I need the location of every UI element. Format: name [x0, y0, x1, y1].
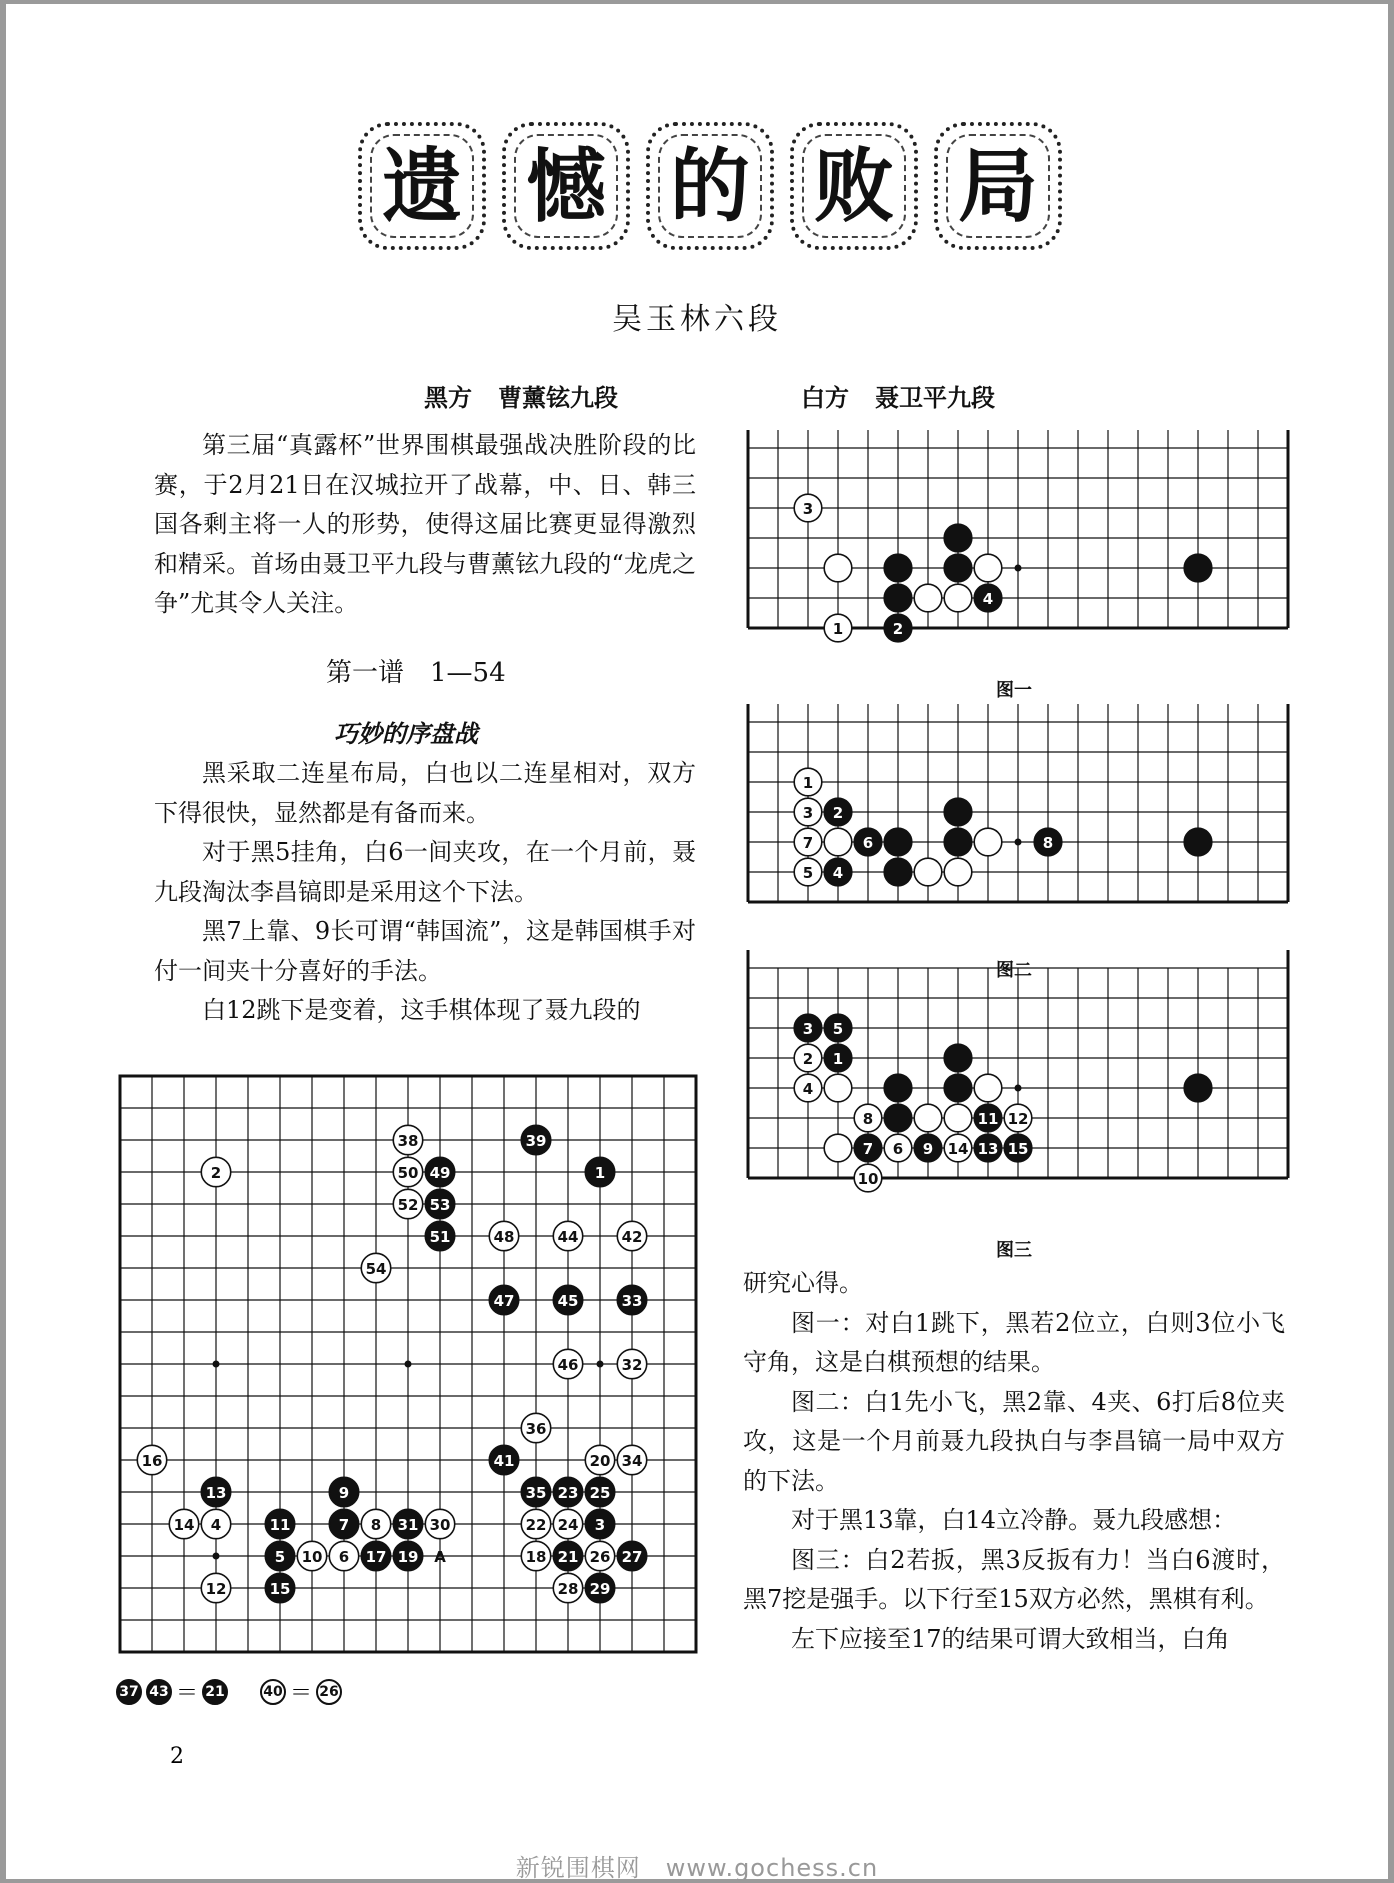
move-number: 49 [429, 1164, 451, 1182]
move-number: 38 [397, 1132, 419, 1150]
board-grid [748, 430, 1288, 628]
black-stone [884, 584, 912, 612]
left-paragraph: 黑采取二连星布局，白也以二连星相对，双方下得很快，显然都是有备而来。 [154, 759, 696, 827]
section-title: 巧妙的序盘战 [334, 719, 478, 748]
move-number: 15 [1007, 1140, 1029, 1158]
star-point [1015, 1085, 1022, 1092]
white-stone [824, 554, 852, 582]
move-number: 14 [947, 1140, 969, 1158]
move-number: 2 [892, 620, 904, 638]
move-number: 7 [338, 1516, 350, 1534]
move-number: 5 [802, 864, 814, 882]
black-stone [944, 1074, 972, 1102]
diagram-2-board [742, 710, 1290, 926]
title-char: 局 [958, 139, 1038, 233]
diagram-3-board [742, 986, 1290, 1202]
star-point [405, 1361, 412, 1368]
move-number: 29 [589, 1580, 611, 1598]
move-number: 7 [862, 1140, 874, 1158]
move-number: 27 [621, 1548, 643, 1566]
white-stone [944, 1104, 972, 1132]
move-number: 9 [922, 1140, 934, 1158]
move-number: 54 [365, 1260, 387, 1278]
diagram-1-caption: 图一 [996, 680, 1032, 701]
white-stone [914, 584, 942, 612]
move-number: 8 [370, 1516, 382, 1534]
footer-watermark: 新锐围棋网 www.gochess.cn [515, 1854, 879, 1882]
move-number: 6 [862, 834, 874, 852]
move-number: 45 [557, 1292, 579, 1310]
point-a-label: A [434, 1548, 446, 1566]
note-black-stone: 21 [202, 1679, 228, 1705]
move-number: 26 [589, 1548, 611, 1566]
move-number: 14 [173, 1516, 195, 1534]
right-paragraph: 图三：白2若扳，黑3反扳有力！当白6渡时，黑7挖是强手。以下行至15双方必然，黑棋有利。 [743, 1545, 1285, 1613]
move-number: 12 [205, 1580, 227, 1598]
move-number: 19 [397, 1548, 419, 1566]
note-equals: ＝ [290, 1681, 313, 1706]
move-number: 44 [557, 1228, 579, 1246]
white-stone [974, 828, 1002, 856]
move-number: 53 [429, 1196, 451, 1214]
move-number: 50 [397, 1164, 419, 1182]
move-number: 35 [525, 1484, 547, 1502]
move-number: 10 [301, 1548, 323, 1566]
title-char: 遗 [382, 139, 462, 233]
note-white-stone: 26 [316, 1679, 342, 1705]
move-number: 39 [525, 1132, 547, 1150]
move-number: 4 [982, 590, 994, 608]
black-stone [884, 554, 912, 582]
note-black-stone: 43 [146, 1679, 172, 1705]
title-frame [934, 122, 1062, 250]
move-number: 5 [832, 1020, 844, 1038]
move-number: 34 [621, 1452, 643, 1470]
move-number: 18 [525, 1548, 547, 1566]
move-number: 25 [589, 1484, 611, 1502]
move-number: 30 [429, 1516, 451, 1534]
move-number: 13 [977, 1140, 999, 1158]
move-number: 21 [557, 1548, 579, 1566]
black-stone [944, 524, 972, 552]
move-number: 31 [397, 1516, 419, 1534]
white-stone [974, 554, 1002, 582]
white-player-label: 白方 [801, 384, 849, 412]
move-number: 11 [977, 1110, 999, 1128]
move-number: 24 [557, 1516, 579, 1534]
note-black-stone: 37 [116, 1679, 142, 1705]
move-number: 47 [493, 1292, 515, 1310]
move-number: 6 [338, 1548, 350, 1566]
move-number: 22 [525, 1516, 547, 1534]
title-frame [646, 122, 774, 250]
black-stone [884, 1104, 912, 1132]
star-point [1015, 839, 1022, 846]
move-number: 41 [493, 1452, 515, 1470]
move-number: 12 [1007, 1110, 1029, 1128]
move-number: 13 [205, 1484, 227, 1502]
main-game-board [116, 1072, 700, 1648]
title-char: 的 [670, 139, 750, 233]
move-number: 3 [802, 804, 814, 822]
intro-paragraph: 第三届“真露杯”世界围棋最强战决胜阶段的比赛，于2月21日在汉城拉开了战幕，中、日、韩三国各剩主将一人的形势，使得这届比赛更显得激烈和精采。首场由聂卫平九段与曹薰铉九段的“龙虎之争”尤其令人关注。 [154, 431, 696, 617]
move-number: 4 [802, 1080, 814, 1098]
move-number: 8 [862, 1110, 874, 1128]
move-number: 16 [141, 1452, 163, 1470]
black-stone [1184, 554, 1212, 582]
move-number: 11 [269, 1516, 291, 1534]
article-title [358, 122, 1062, 250]
move-number: 51 [429, 1228, 451, 1246]
left-column-text [154, 754, 696, 1031]
note-equals: ＝ [176, 1681, 199, 1706]
move-number: 10 [857, 1170, 879, 1188]
diagram-3-caption: 图三 [996, 1240, 1032, 1261]
page-number: 2 [170, 1744, 184, 1769]
title-frame [358, 122, 486, 250]
black-stone [1184, 828, 1212, 856]
right-paragraph: 图二：白1先小飞，黑2靠、4夹、6打后8位夹攻，这是一个月前聂九段执白与李昌镐一局中双方的下法。 [743, 1387, 1285, 1495]
move-number: 4 [832, 864, 844, 882]
black-player-name: 曹薰铉九段 [498, 384, 618, 412]
black-player [424, 378, 618, 413]
move-number: 46 [557, 1356, 579, 1374]
move-number: 42 [621, 1228, 643, 1246]
star-point [1015, 565, 1022, 572]
note-white-stone: 40 [260, 1679, 286, 1705]
move-number: 6 [892, 1140, 904, 1158]
white-stone [824, 1134, 852, 1162]
left-paragraph: 对于黑5挂角，白6一间夹攻，在一个月前，聂九段淘汰李昌镐即是采用这个下法。 [154, 838, 696, 906]
left-paragraph: 黑7上靠、9长可谓“韩国流”，这是韩国棋手对付一间夹十分喜好的手法。 [154, 917, 696, 985]
black-stone [884, 828, 912, 856]
right-column-text [743, 1264, 1285, 1659]
move-number: 1 [832, 620, 844, 638]
move-number: 7 [802, 834, 814, 852]
white-stone [914, 1104, 942, 1132]
right-paragraph: 研究心得。 [743, 1269, 863, 1297]
move-number: 1 [832, 1050, 844, 1068]
white-stone [824, 1074, 852, 1102]
author: 吴玉林六段 [612, 302, 782, 337]
move-number: 2 [210, 1164, 222, 1182]
page [6, 4, 1388, 1879]
white-stone [824, 828, 852, 856]
move-number: 3 [594, 1516, 606, 1534]
move-number: 1 [594, 1164, 606, 1182]
move-number: 36 [525, 1420, 547, 1438]
move-number: 9 [338, 1484, 350, 1502]
white-stone [944, 584, 972, 612]
black-stone [944, 828, 972, 856]
move-number: 20 [589, 1452, 611, 1470]
white-stone [944, 858, 972, 886]
move-number: 52 [397, 1196, 419, 1214]
move-number: 5 [274, 1548, 286, 1566]
title-frame [502, 122, 630, 250]
black-player-label: 黑方 [424, 384, 472, 412]
diagram-2-caption: 图二 [996, 960, 1032, 981]
move-number: 33 [621, 1292, 643, 1310]
white-stone [974, 1074, 1002, 1102]
move-number: 15 [269, 1580, 291, 1598]
left-paragraph: 白12跳下是变着，这手棋体现了聂九段的 [202, 996, 641, 1024]
move-number: 17 [365, 1548, 387, 1566]
move-number: 4 [210, 1516, 222, 1534]
move-number: 8 [1042, 834, 1054, 852]
black-stone [1184, 1074, 1212, 1102]
right-paragraph: 对于黑13靠，白14立冷静。聂九段感想： [791, 1506, 1237, 1534]
move-number: 48 [493, 1228, 515, 1246]
move-number: 3 [802, 1020, 814, 1038]
move-number: 1 [802, 774, 814, 792]
record-label: 第一谱 1—54 [326, 658, 506, 688]
title-char: 憾 [526, 139, 606, 233]
black-stone [884, 858, 912, 886]
move-number: 23 [557, 1484, 579, 1502]
black-stone [944, 1044, 972, 1072]
star-point [213, 1553, 220, 1560]
diagram-1-board [742, 436, 1290, 652]
title-frame [790, 122, 918, 250]
stone-note [116, 1676, 342, 1707]
move-number: 28 [557, 1580, 579, 1598]
black-stone [944, 798, 972, 826]
white-player [801, 378, 995, 413]
title-char: 败 [814, 139, 894, 233]
move-number: 2 [802, 1050, 814, 1068]
move-number: 32 [621, 1356, 643, 1374]
star-point [213, 1361, 220, 1368]
move-number: 3 [802, 500, 814, 518]
star-point [597, 1361, 604, 1368]
black-stone [884, 1074, 912, 1102]
move-number: 2 [832, 804, 844, 822]
white-stone [914, 858, 942, 886]
white-player-name: 聂卫平九段 [875, 384, 995, 412]
right-paragraph: 左下应接至17的结果可谓大致相当，白角 [791, 1624, 1230, 1653]
right-paragraph: 图一：对白1跳下，黑若2位立，白则3位小飞守角，这是白棋预想的结果。 [743, 1308, 1285, 1376]
black-stone [944, 554, 972, 582]
